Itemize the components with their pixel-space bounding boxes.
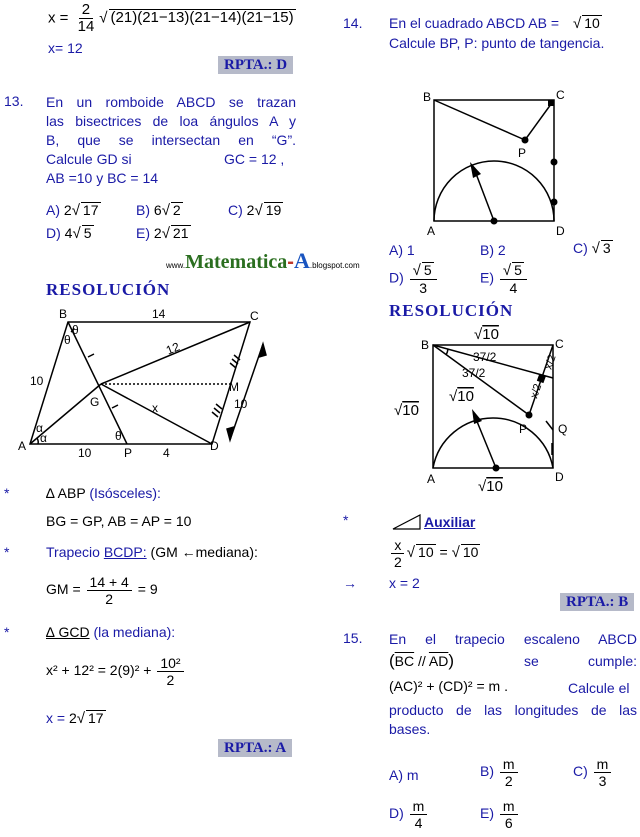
fig13-theta-2: θ bbox=[64, 333, 71, 347]
problem-15-line2: $(\overline{BC} // \overline{AD})$ se cumple: bbox=[389, 651, 637, 670]
option-label: C) bbox=[573, 763, 588, 780]
step2-text3: (GM ←mediana): bbox=[150, 544, 258, 560]
option-fraction bbox=[594, 756, 612, 789]
option-den: 6 bbox=[504, 815, 513, 831]
problem-15-line3b: Calcule el bbox=[568, 680, 630, 696]
option-coef: 2 bbox=[63, 202, 72, 218]
option-fraction bbox=[410, 798, 428, 831]
fig14b-x2-top: x/2 bbox=[542, 353, 559, 372]
fig13-side-top: 14 bbox=[152, 307, 166, 321]
fig13-alpha-1: α bbox=[36, 421, 43, 435]
option-14-d bbox=[389, 262, 439, 296]
fig13-label-p: P bbox=[124, 446, 133, 460]
aux-rad1: 10 bbox=[418, 544, 434, 561]
fig14a-label-d: D bbox=[556, 224, 565, 235]
option-13-a: A) 2√ 17 bbox=[46, 202, 99, 219]
problem-13-number: 13. bbox=[4, 93, 24, 109]
top-result: x= 12 bbox=[48, 40, 83, 56]
fig14b-top-side: √10 bbox=[474, 326, 499, 343]
step1-text: (Isósceles): bbox=[89, 485, 161, 501]
fig14a-center-dot bbox=[491, 218, 498, 225]
option-den: 4 bbox=[509, 280, 518, 296]
problem-13-line4b: GC = 12 , bbox=[224, 151, 285, 167]
step3-eq-lhs: x² + 12² = 2(9)² + bbox=[46, 662, 152, 679]
option-label: D) bbox=[46, 225, 61, 241]
option-label: E) bbox=[480, 805, 494, 822]
option-label: A) bbox=[46, 202, 60, 218]
problem-15-cumple: cumple: bbox=[587, 653, 637, 669]
rpta-b-badge: RPTA.: B bbox=[560, 593, 634, 611]
step3-bullet: * bbox=[4, 624, 10, 640]
option-15-c bbox=[573, 756, 613, 789]
fig14b-bottom-side: √10 bbox=[478, 478, 503, 495]
formula-num: 2 bbox=[79, 2, 93, 19]
step2-text1: Trapecio bbox=[46, 544, 100, 560]
fig14b-left-side: √10 bbox=[394, 402, 419, 419]
option-coef: 4 bbox=[64, 225, 73, 241]
aux-equation: $\frac{x}{2}$ √ 10 = √ 10 bbox=[389, 537, 480, 570]
step3-res-rad: 17 bbox=[88, 710, 104, 726]
option-15-b bbox=[480, 756, 520, 789]
problem-14-rad: 10 bbox=[584, 15, 600, 31]
fig13-theta-3: θ bbox=[115, 429, 122, 443]
option-15-e bbox=[480, 798, 520, 831]
option-15-d bbox=[389, 798, 429, 831]
problem-14-line1: En el cuadrado ABCD AB = √ 10 bbox=[389, 15, 600, 32]
segment-ad: $\overline{AD}$ bbox=[428, 653, 449, 669]
fig14b-label-a: A bbox=[427, 472, 436, 486]
option-coef: 2 bbox=[246, 202, 255, 218]
step2-fraction bbox=[87, 574, 132, 607]
option-den: 3 bbox=[598, 773, 607, 789]
fig14b-angle-2: 37/2 bbox=[462, 366, 486, 380]
option-label: D) bbox=[389, 805, 404, 822]
watermark-suffix: .blogspot.com bbox=[309, 261, 360, 270]
fig13-label-g: G bbox=[90, 395, 100, 409]
option-label: E) bbox=[136, 225, 150, 241]
fig14a-label-a: A bbox=[427, 224, 436, 235]
option-13-d: D) 4√ 5 bbox=[46, 225, 92, 242]
fig13-side-left: 10 bbox=[30, 374, 44, 388]
step3-res-coef: 2 bbox=[68, 710, 77, 726]
step3-triangle: ∆ GCD bbox=[46, 624, 90, 640]
figure-14-resolution bbox=[366, 323, 586, 501]
option-rad: 21 bbox=[172, 225, 189, 241]
watermark-brand: Matematica bbox=[185, 251, 288, 273]
step2-lhs: GM bbox=[46, 581, 69, 598]
step2-bullet: * bbox=[4, 544, 10, 560]
fig14b-label-b: B bbox=[421, 338, 430, 352]
fig13-seg-gc: 12 bbox=[164, 339, 182, 358]
fig14a-side-dot bbox=[551, 159, 558, 166]
step2-result: = 9 bbox=[137, 581, 158, 598]
resolucion-heading-right: RESOLUCIÓN bbox=[389, 301, 514, 320]
option-rad: 2 bbox=[172, 202, 181, 218]
fig14b-label-c: C bbox=[555, 337, 564, 351]
option-den: 3 bbox=[419, 280, 428, 296]
problem-15-number: 15. bbox=[343, 630, 363, 646]
aux-label: Auxiliar bbox=[424, 514, 476, 530]
option-13-b: B) 6√ 2 bbox=[136, 202, 181, 219]
fig13-label-d: D bbox=[210, 439, 219, 453]
problem-15-line3a: (AC)² + (CD)² = m . bbox=[389, 678, 508, 694]
aux-fraction bbox=[391, 537, 405, 570]
step3-result: x = 2√ 17 bbox=[46, 710, 104, 727]
option-label: B) bbox=[480, 763, 494, 780]
problem-15-line4: producto de las longitudes de las bbox=[389, 702, 637, 718]
option-rad: 3 bbox=[602, 240, 611, 256]
step3-fraction bbox=[157, 655, 183, 688]
option-rad: 17 bbox=[82, 202, 99, 218]
option-num: m bbox=[500, 798, 518, 815]
option-fraction: $\frac{√ 5}{4}$ bbox=[500, 262, 527, 296]
step2-num: 14 + 4 bbox=[87, 574, 132, 591]
resolucion-heading-left: RESOLUCIÓN bbox=[46, 280, 171, 299]
fig13-side-pd: 4 bbox=[163, 446, 170, 460]
fig13-label-c: C bbox=[250, 309, 259, 323]
problem-14-line2: Calcule BP, P: punto de tangencia. bbox=[389, 35, 605, 51]
aux-num: x bbox=[391, 537, 404, 554]
step2-equation: GM = $\frac{14 + 4}{2}$ = 9 bbox=[46, 574, 158, 607]
formula-fraction bbox=[75, 2, 98, 35]
rpta-d-badge: RPTA.: D bbox=[218, 56, 293, 74]
watermark-dash: - bbox=[287, 251, 294, 273]
aux-bullet: * bbox=[343, 512, 349, 528]
fig14a-right-angle-mark bbox=[548, 100, 554, 106]
fig13-label-m: M bbox=[229, 380, 239, 394]
problem-13-line4a: Calcule GD si bbox=[46, 151, 132, 167]
option-den: 4 bbox=[414, 815, 423, 831]
problem-13-line3: B, que se intersectan en “G”. bbox=[46, 132, 296, 148]
option-15-a: A) m bbox=[389, 767, 419, 783]
formula-lhs: x bbox=[48, 9, 56, 27]
problem-14-line1a: En el cuadrado ABCD AB = bbox=[389, 15, 560, 31]
step3-heading bbox=[46, 624, 175, 640]
parallel-symbol: // bbox=[418, 653, 426, 669]
figure-13-parallelogram bbox=[0, 300, 300, 470]
fig14b-x2-bottom: x/2 bbox=[528, 382, 545, 401]
fig14b-label-p: P bbox=[519, 422, 528, 436]
step3-equation bbox=[46, 655, 186, 688]
option-rad: 5 bbox=[83, 225, 92, 241]
aux-result: x = 2 bbox=[389, 575, 420, 591]
option-label: D) bbox=[389, 269, 404, 286]
figure-14-square bbox=[415, 85, 575, 235]
step3-text: (la mediana): bbox=[93, 624, 176, 640]
step2-text2: BCDP: bbox=[103, 544, 147, 560]
option-coef: 2 bbox=[153, 225, 162, 241]
option-num-rad: 5 bbox=[514, 262, 522, 278]
fig13-side-ap: 10 bbox=[78, 446, 92, 460]
watermark-prefix: www. bbox=[166, 261, 186, 270]
step3-res-lhs: x = bbox=[46, 710, 66, 726]
fig13-side-right: 10 bbox=[234, 397, 248, 411]
fig14b-angle-1: 37/2 bbox=[473, 350, 497, 364]
option-13-c: C) 2√ 19 bbox=[228, 202, 282, 219]
problem-15-line5: bases. bbox=[389, 721, 431, 737]
fig13-theta-1: θ bbox=[72, 323, 79, 337]
aux-den: 2 bbox=[394, 554, 402, 570]
fig14b-label-q: Q bbox=[558, 422, 568, 436]
fig14a-side-dot-2 bbox=[551, 199, 558, 206]
fig13-alpha-2: α bbox=[40, 431, 47, 445]
fig14a-label-p: P bbox=[518, 146, 527, 160]
aux-rad2: 10 bbox=[462, 544, 479, 561]
problem-13-line5: AB =10 y BC = 14 bbox=[46, 170, 159, 186]
option-coef: 6 bbox=[153, 202, 162, 218]
option-14-e bbox=[480, 262, 529, 296]
option-label: C) bbox=[573, 240, 588, 256]
option-label: B) bbox=[136, 202, 150, 218]
step1-equation: BG = GP, AB = AP = 10 bbox=[46, 513, 192, 529]
option-num: m bbox=[410, 798, 428, 815]
problem-14-number: 14. bbox=[343, 15, 363, 31]
fig14b-label-d: D bbox=[555, 470, 564, 484]
fig14a-tangent-dot bbox=[522, 137, 529, 144]
fig14b-center-dot bbox=[493, 465, 500, 472]
step2-heading bbox=[46, 544, 258, 560]
option-13-e: E) 2√ 21 bbox=[136, 225, 189, 242]
problem-15-se: se bbox=[524, 653, 539, 669]
option-fraction bbox=[500, 756, 518, 789]
option-rad: 19 bbox=[265, 202, 282, 218]
top-formula: x = $\frac{2}{14}$ √ (21)(21−13)(21−14)(21−15) bbox=[48, 1, 294, 35]
step3-den: 2 bbox=[166, 672, 175, 688]
step1-triangle: ∆ ABP bbox=[46, 485, 86, 501]
problem-13-line2: las bisectrices de loa ángulos A y bbox=[46, 113, 296, 129]
option-fraction bbox=[500, 798, 518, 831]
option-14-a: A) 1 bbox=[389, 242, 415, 258]
formula-den: 14 bbox=[77, 18, 95, 35]
formula-radicand: (21)(21−13)(21−14)(21−15) bbox=[110, 9, 294, 27]
fig14b-radius: √10 bbox=[449, 388, 474, 405]
fig14a-label-c: C bbox=[556, 88, 565, 102]
fig14a-label-b: B bbox=[423, 90, 432, 104]
problem-13-line1: En un romboide ABCD se trazan bbox=[46, 94, 296, 110]
option-fraction: $\frac{√ 5}{3}$ bbox=[410, 262, 437, 296]
aux-equals: = bbox=[439, 544, 448, 561]
fig13-label-a: A bbox=[18, 439, 27, 453]
problem-15-line1: En el trapecio escaleno ABCD bbox=[389, 631, 637, 647]
triangle-icon bbox=[392, 514, 422, 530]
step1-bullet: * bbox=[4, 485, 10, 501]
rpta-a-badge: RPTA.: A bbox=[218, 739, 292, 757]
option-14-b: B) 2 bbox=[480, 242, 506, 258]
step2-den: 2 bbox=[105, 591, 114, 607]
fig13-label-b: B bbox=[59, 307, 68, 321]
option-label: C) bbox=[228, 202, 243, 218]
fig13-seg-gd: x bbox=[152, 401, 158, 415]
segment-bc: $\overline{BC}$ bbox=[394, 653, 415, 669]
option-num: m bbox=[594, 756, 612, 773]
option-14-c: C) √ 3 bbox=[573, 240, 611, 257]
watermark-logo bbox=[166, 250, 360, 277]
option-num: m bbox=[500, 756, 518, 773]
step1-heading bbox=[46, 485, 161, 501]
fig14b-tangent-dot bbox=[526, 412, 533, 419]
arrow-icon: → bbox=[343, 575, 357, 591]
step3-num: 10² bbox=[157, 655, 183, 672]
option-label: E) bbox=[480, 269, 494, 286]
option-den: 2 bbox=[504, 773, 513, 789]
watermark-letter: A bbox=[293, 248, 310, 273]
option-num-rad: 5 bbox=[423, 262, 432, 278]
